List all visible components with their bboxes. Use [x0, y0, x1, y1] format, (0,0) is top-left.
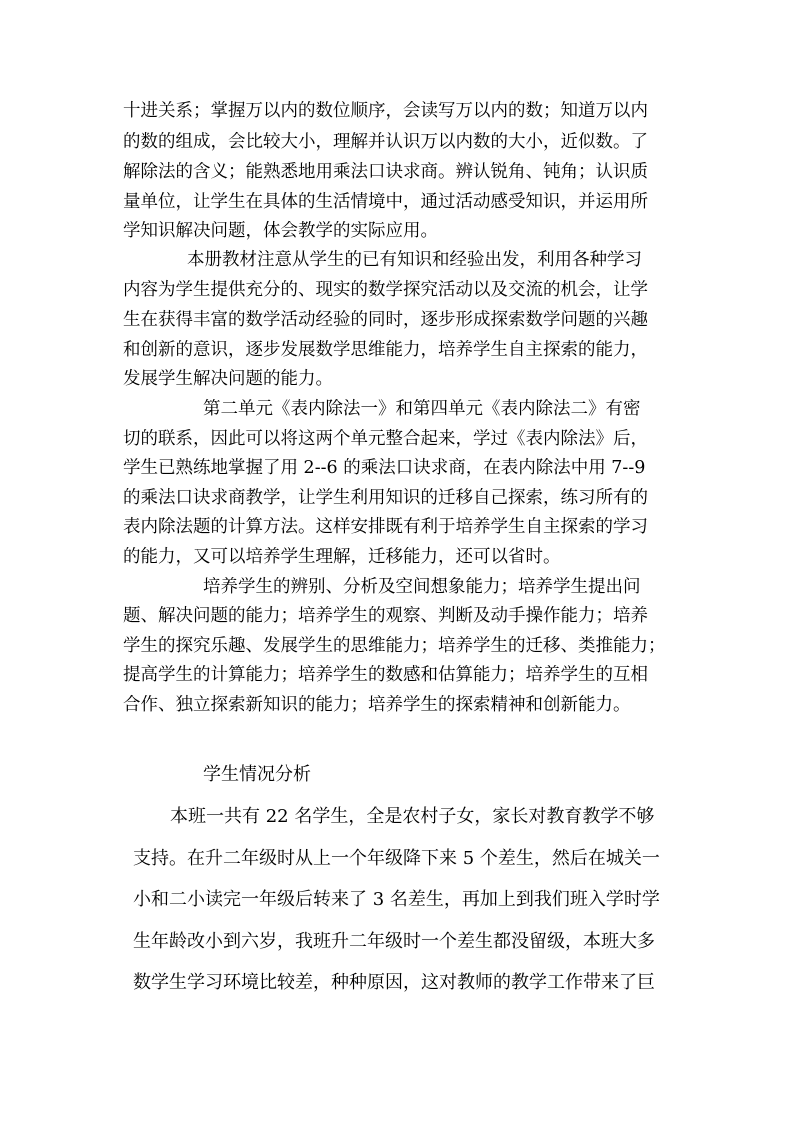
text-line: 学知识解决问题，体会教学的实际应用。 [123, 221, 438, 241]
text-line: 内容为学生提供充分的、现实的数学探究活动以及交流的机会，让学 [123, 280, 648, 300]
text-line: 生在获得丰富的数学活动经验的同时，逐步形成探索数学问题的兴趣 [123, 310, 648, 330]
text-line: 题、解决问题的能力；培养学生的观察、判断及动手操作能力；培养 [123, 606, 648, 626]
text-line: 小和二小读完一年级后转来了 3 名差生，再加上到我们班入学时学 [133, 889, 660, 910]
text-line: 学生的探究乐趣、发展学生的思维能力；培养学生的迁移、类推能力； [123, 636, 666, 656]
text-line: 提高学生的计算能力；培养学生的数感和估算能力；培养学生的互相 [123, 665, 648, 685]
text-line: 培养学生的辨别、分析及空间想象能力；培养学生提出问 [203, 577, 641, 597]
text-line: 生年龄改小到六岁，我班升二年级时一个差生都没留级，本班大多 [133, 931, 655, 952]
text-line: 解除法的含义；能熟悉地用乘法口诀求商。辨认锐角、钝角；认识质 [123, 162, 648, 182]
text-line: 和创新的意识，逐步发展数学思维能力，培养学生自主探索的能力， [123, 340, 648, 360]
text-line: 切的联系，因此可以将这两个单元整合起来，学过《表内除法》后， [123, 429, 648, 449]
text-line: 表内除法题的计算方法。这样安排既有利于培养学生自主探索的学习 [123, 517, 648, 537]
text-line: 本班一共有 22 名学生，全是农村子女，家长对教育教学不够 [170, 806, 655, 827]
text-line: 十进关系；掌握万以内的数位顺序，会读写万以内的数；知道万以内 [123, 101, 648, 121]
text-line: 数学生学习环境比较差，种种原因，这对教师的教学工作带来了巨 [133, 972, 655, 993]
text-line: 支持。在升二年级时从上一个年级降下来 5 个差生，然后在城关一 [133, 848, 660, 869]
section-heading: 学生情况分析 [203, 764, 311, 785]
text-line: 合作、独立探索新知识的能力；培养学生的探索精神和创新能力。 [123, 695, 631, 715]
text-line: 的乘法口诀求商教学，让学生利用知识的迁移自己探索，练习所有的 [123, 488, 648, 508]
text-line: 本册教材注意从学生的已有知识和经验出发，利用各种学习 [187, 250, 642, 270]
text-line: 量单位，让学生在具体的生活情境中，通过活动感受知识，并运用所 [123, 192, 648, 212]
text-line: 学生已熟练地掌握了用 2--6 的乘法口诀求商，在表内除法中用 7--9 [123, 458, 646, 478]
text-line: 发展学生解决问题的能力。 [123, 369, 333, 389]
text-line: 第二单元《表内除法一》和第四单元《表内除法二》有密 [203, 399, 641, 419]
text-line: 的能力，又可以培养学生理解，迁移能力，还可以省时。 [123, 547, 561, 567]
text-line: 的数的组成，会比较大小，理解并认识万以内数的大小，近似数。了 [123, 132, 648, 152]
